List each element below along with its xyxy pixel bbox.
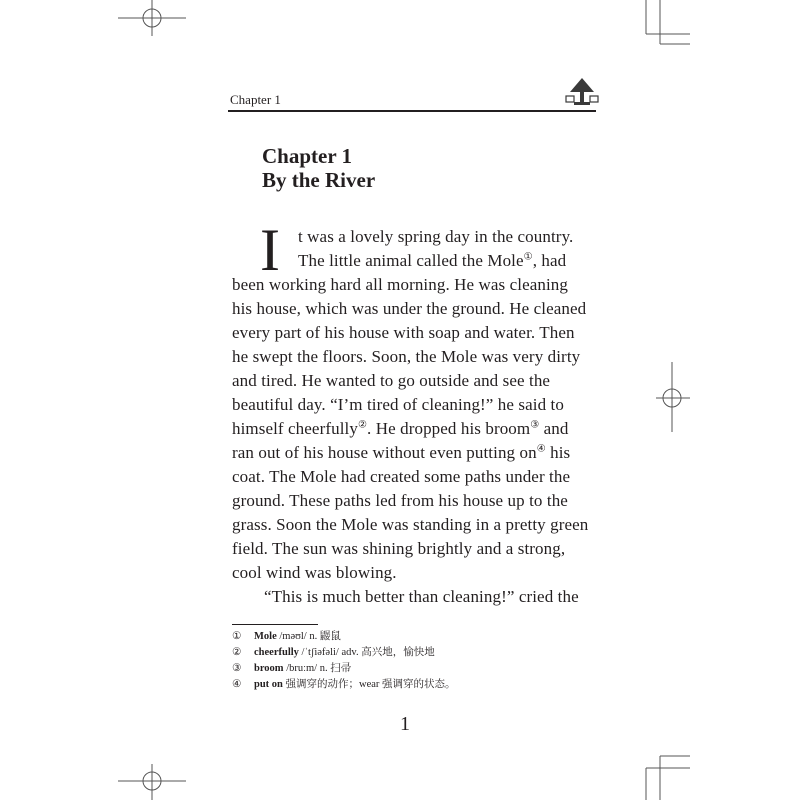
registration-mark-bottom-left <box>118 764 186 800</box>
crop-mark-bottom-right <box>646 756 690 800</box>
body-line: ran out of his house without even putting on④ his <box>232 443 571 462</box>
body-line: he swept the floors. Soon, the Mole was very dirty <box>232 347 581 366</box>
footnote: ④ put on 强调穿的动作；wear 强调穿的状态。 <box>232 679 456 690</box>
registration-mark-top-left <box>118 0 186 36</box>
footnote-ref: ④ <box>536 443 546 455</box>
body-line: field. The sun was shining brightly and a strong, <box>232 539 566 558</box>
body-line: been working hard all morning. He was cleaning <box>232 275 568 294</box>
header-rule <box>228 110 596 112</box>
body-line: grass. Soon the Mole was standing in a pretty green <box>232 515 589 534</box>
body-line: ground. These paths led from his house up to the <box>232 491 568 510</box>
body-line: “This is much better than cleaning!” cried the <box>264 587 579 606</box>
body-text <box>232 225 600 609</box>
footnote: ② cheerfully /ˈtʃiəfəli/ adv. 高兴地，愉快地 <box>232 647 435 658</box>
body-line: his house, which was under the ground. He cleaned <box>232 299 587 318</box>
body-line: cool wind was blowing. <box>232 563 397 582</box>
body-line: The little animal called the Mole①, had <box>298 251 567 270</box>
chapter-number: Chapter 1 <box>262 144 353 168</box>
registration-mark-right <box>656 362 690 432</box>
footnote-ref: ② <box>357 419 368 431</box>
page-number: 1 <box>400 713 410 735</box>
body-line: and tired. He wanted to go outside and see the <box>232 371 551 390</box>
drop-cap: I <box>260 217 280 283</box>
footnote: ① Mole /məʊl/ n. 鼹鼠 <box>232 631 341 642</box>
footnote: ③ broom /bruːm/ n. 扫帚 <box>232 663 352 674</box>
footnote-rule <box>232 624 318 625</box>
crop-mark-top-right <box>646 0 690 44</box>
footnotes <box>232 629 456 693</box>
body-line: every part of his house with soap and water. Then <box>232 323 575 342</box>
chapter-title: By the River <box>262 168 376 192</box>
body-line: coat. The Mole had created some paths under the <box>232 467 571 486</box>
footnote-ref: ① <box>523 251 533 263</box>
body-line: t was a lovely spring day in the country. <box>298 227 574 246</box>
footnote-ref: ③ <box>530 419 540 431</box>
lamp-logo-icon <box>562 72 602 112</box>
body-line: himself cheerfully②. He dropped his broom③ and <box>232 419 569 438</box>
running-head: Chapter 1 <box>230 92 281 107</box>
body-line: beautiful day. “I’m tired of cleaning!” he said to <box>232 395 564 414</box>
